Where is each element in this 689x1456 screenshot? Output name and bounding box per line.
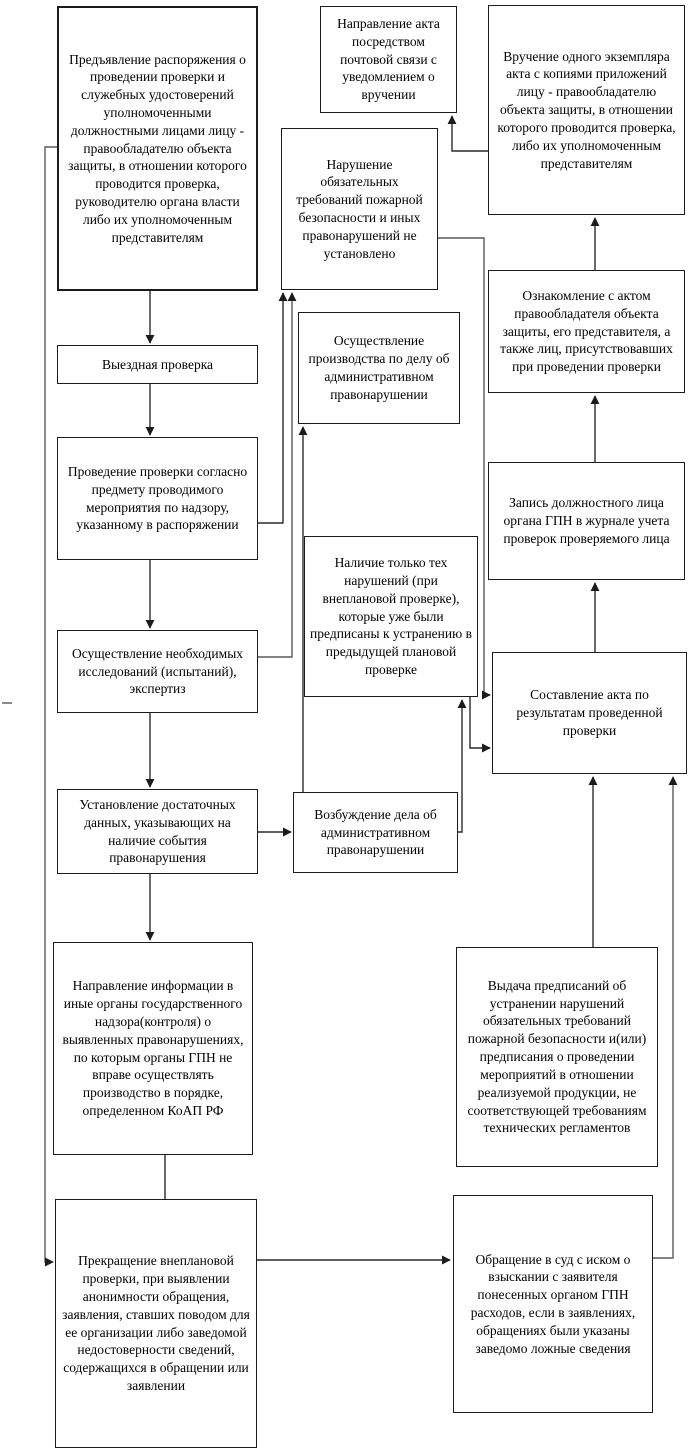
- flow-box-issledovaniya-ekspertizy: Осуществление необходимых исследований (испытаний), экспертиз: [57, 630, 258, 713]
- flow-box-predyavlenie-rasporyazheniya: Предъявление распоряжения о проведении проверки и служебных удостоверений уполномоченными должностными лицами лицу - правообладателю объекта защиты, в отношении которого проводится проверка, руководителю органа власти либо их уполномоченным представителям: [57, 6, 258, 291]
- flow-box-prekraschenie-proverki: Прекращение внеплановой проверки, при выявлении анонимности обращения, заявления, ставших поводом для ее организации либо заведомой недостоверности сведений, содержащихся в обращении или заявлении: [55, 1199, 257, 1448]
- flow-box-proizvodstvo-po-delu: Осуществление производства по делу об административном правонарушении: [298, 312, 460, 424]
- connector-vozbuzhdenie-to-nalichie: [458, 700, 462, 832]
- flow-box-napravlenie-informacii: Направление информации в иные органы государственного надзора(контроля) о выявленных правонарушениях, по которым органы ГПН не вправе осуществлять производство в порядке, определенном КоАП РФ: [53, 942, 253, 1155]
- flow-box-vydacha-predpisaniy: Выдача предписаний об устранении нарушений обязательных требований пожарной безопасности и(или) предписания о проведении мероприятий в отношении реализуемой продукции, не соответствующей требованиям технических регламентов: [456, 947, 658, 1167]
- flow-box-provedenie-proverki: Проведение проверки согласно предмету проводимого мероприятия по надзору, указанному в распоряжении: [57, 437, 258, 560]
- flow-box-obraschenie-v-sud: Обращение в суд с иском о взыскании с заявителя понесенных органом ГПН расходов, если в заявлениях, обращениях были указаны заведомо ложные сведения: [453, 1195, 653, 1413]
- flow-box-narushenie-ne-ustanovleno: Нарушение обязательных требований пожарной безопасности и иных правонарушений не установлено: [281, 128, 438, 290]
- flow-box-vozbuzhdenie-dela: Возбуждение дела об административном правонарушении: [293, 792, 458, 873]
- connector-nalichie-to-sostavlenie: [470, 697, 490, 748]
- connector-vruchenie-to-napravlenie-akta: [452, 116, 488, 151]
- flow-box-napravlenie-akta-pochtoy: Направление акта посредством почтовой связи с уведомлением о вручении: [320, 6, 457, 113]
- flow-box-nalichie-narusheniy: Наличие только тех нарушений (при внеплановой проверке), которые уже были предписаны к устранению в предыдущей плановой проверке: [304, 536, 478, 697]
- flow-box-zapis-v-zhurnale: Запись должностного лица органа ГПН в журнале учета проверок проверяемого лица: [488, 462, 685, 580]
- connector-provedenie-to-narushenie: [258, 293, 283, 523]
- flow-box-oznakomlenie-s-aktom: Ознакомление с актом правообладателя объекта защиты, его представителя, а также лиц, присутствовавших при проведении проверки: [488, 270, 685, 393]
- connector-issledovaniya-to-narushenie: [258, 293, 292, 657]
- flow-box-sostavlenie-akta: Составление акта по результатам проведенной проверки: [492, 652, 687, 774]
- flow-box-ustanovlenie-dannyh: Установление достаточных данных, указывающих на наличие события правонарушения: [57, 789, 258, 874]
- flow-box-vyezdnaya-proverka: Выездная проверка: [57, 345, 258, 384]
- flow-box-vruchenie-akta: Вручение одного экземпляра акта с копиями приложений лицу - правообладателю объекта защиты, в отношении которого проводится проверка, либо их уполномоченным представителям: [488, 5, 685, 215]
